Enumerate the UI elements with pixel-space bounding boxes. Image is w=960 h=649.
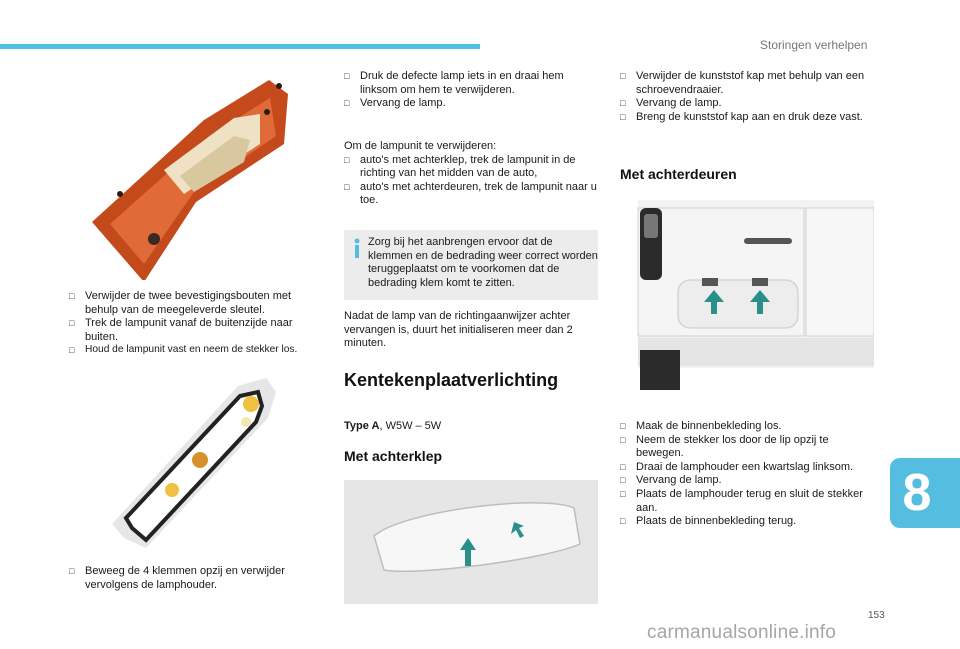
col3-steps-a [620,70,878,124]
header-accent-bar [0,44,480,49]
list-item: □ Maak de binnenbekleding los. [620,420,878,434]
list-item: □ auto's met achterklep, trek de lampunit in de richting van het midden van de auto, [344,154,602,181]
list-item: □ Trek de lampunit vanaf de buitenzijde naar buiten. [69,317,327,344]
page-number: 153 [868,610,885,621]
subheading-met-achterdeuren: Met achterdeuren [620,166,737,182]
col3-steps-b [620,420,878,529]
bulb-type-label: Type A [344,420,380,432]
list-item: □ Verwijder de kunststof kap met behulp van een schroevendraaier. [620,70,878,97]
lamp-holder-image [112,378,276,550]
list-item: □ Druk de defecte lamp iets in en draai hem linksom om hem te verwijderen. [344,70,602,97]
list-item: □ Beweeg de 4 klemmen opzij en verwijder vervolgens de lamphouder. [69,565,327,592]
info-icon [352,238,362,258]
bulb-type-value: , W5W – 5W [379,420,442,432]
list-item: □ Vervang de lamp. [620,474,878,488]
list-item: □ Neem de stekker los door de lip opzij te bewegen. [620,434,878,461]
subheading-met-achterklep: Met achterklep [344,448,443,464]
rear-doors-plate-light-image [620,200,874,390]
tailgate-plate-light-image [344,480,598,604]
list-item: □ Plaats de binnenbekleding terug. [620,515,878,529]
section-title: Storingen verhelpen [760,38,868,52]
col2-removal [344,140,602,208]
list-item: □ Plaats de lamphouder terug en sluit de stekker aan. [620,488,878,515]
list-item: □ Vervang de lamp. [620,97,878,111]
bulb-type [344,420,602,434]
list-item: □ Vervang de lamp. [344,97,602,111]
chapter-number: 8 [902,464,932,522]
note-text: Nadat de lamp van de richtingaanwijzer achter vervangen is, duurt het initialiseren meer dan 2 minuten. [344,310,573,350]
watermark: carmanualsonline.info [647,622,837,643]
list-item: □ Houd de lampunit vast en neem de stekker los. [69,344,327,357]
list-item: □ auto's met achterdeuren, trek de lampunit naar u toe. [344,181,602,208]
info-text: Zorg bij het aanbrengen ervoor dat de klemmen en de bedrading weer correct worden teruggeplaatst om te voorkomen dat de bedrading klem komt te zitten. [368,236,598,289]
col1-steps-b [69,565,327,592]
col2-steps-a [344,70,602,111]
list-item: □ Verwijder de twee bevestigingsbouten met behulp van de meegeleverde sleutel. [69,290,327,317]
heading-kentekenplaatverlichting: Kentekenplaatverlichting [344,370,559,390]
col1-steps-a [69,290,327,357]
list-item: □ Draai de lamphouder een kwartslag linksom. [620,461,878,475]
removal-intro: Om de lampunit te verwijderen: [344,140,497,152]
list-item: □ Breng de kunststof kap aan en druk deze vast. [620,111,878,125]
tail-lamp-unit-image [84,74,306,280]
info-box [344,230,598,300]
